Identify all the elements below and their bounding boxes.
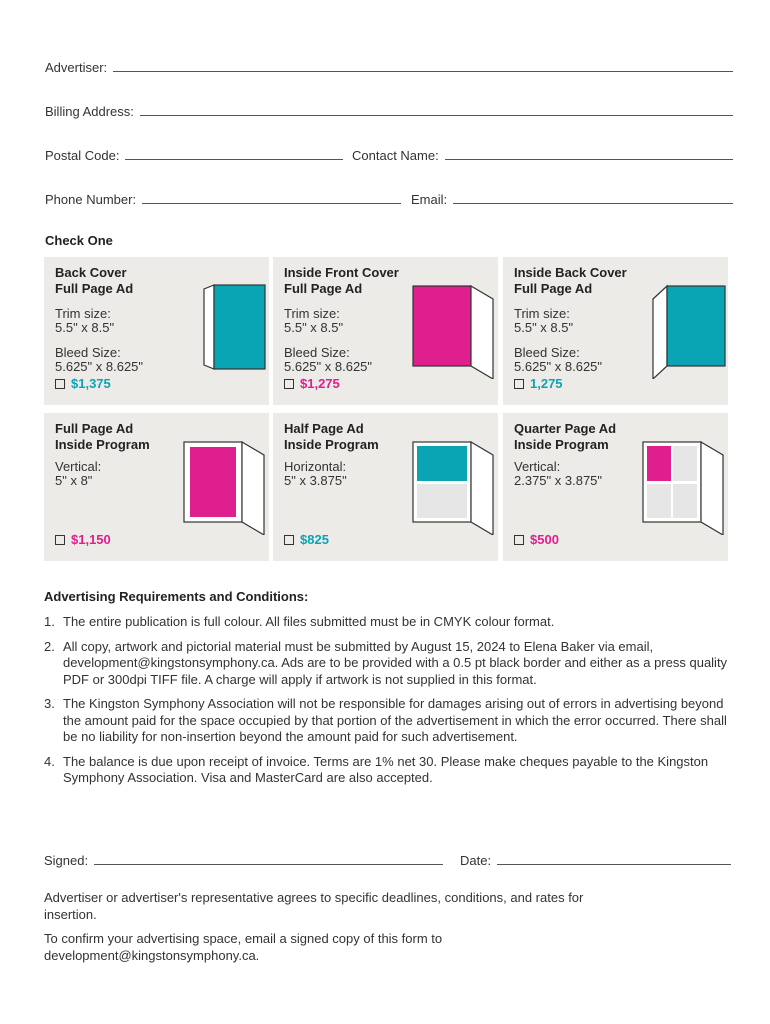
ad-price-row[interactable] (284, 376, 340, 391)
ad-price-row[interactable] (55, 376, 111, 391)
ad-size: Vertical: 5" x 8" (55, 459, 102, 488)
date-field[interactable] (460, 853, 731, 868)
requirement-number: 2. (44, 638, 55, 654)
advertiser-input-line[interactable] (113, 70, 733, 72)
requirement-text: The Kingston Symphony Association will not be responsible for damages arising out of errors in advertising beyond the amount paid for the space occupied by that portion of the advertisement in which the error occurred. There shall be no liability for non-insertion beyond the amount paid for such advertisement. (63, 696, 727, 744)
checkbox[interactable] (514, 535, 524, 545)
date-label: Date: (460, 853, 492, 868)
requirement-item (44, 696, 734, 746)
contact-name-input-line[interactable] (445, 158, 733, 160)
ad-price: $1,275 (300, 376, 340, 391)
ad-option-full-page-inside (44, 413, 269, 561)
confirmation-text: To confirm your advertising space, email a signed copy of this form to development@kingstonsymphony.ca. (44, 931, 443, 963)
ad-price-row[interactable] (55, 532, 111, 547)
ad-option-quarter-page-inside (503, 413, 728, 561)
ad-title: Full Page Ad Inside Program (55, 421, 150, 452)
requirement-item (44, 639, 734, 689)
billing-address-field[interactable] (45, 104, 733, 119)
ad-option-inside-back-cover (503, 257, 728, 405)
ad-title: Inside Front Cover Full Page Ad (284, 265, 399, 296)
checkbox[interactable] (284, 535, 294, 545)
ad-title: Back Cover Full Page Ad (55, 265, 134, 296)
advertiser-label: Advertiser: (45, 60, 108, 75)
requirement-number: 4. (44, 753, 55, 769)
contact-name-label: Contact Name: (352, 148, 439, 163)
postal-code-field[interactable] (45, 148, 343, 163)
ad-price: 1,275 (530, 376, 563, 391)
ad-size: Vertical: 2.375" x 3.875" (514, 459, 603, 488)
requirement-number: 3. (44, 696, 55, 711)
ad-bleed-size: Bleed Size: 5.625" x 8.625" (284, 345, 373, 374)
ad-bleed-size: Bleed Size: 5.625" x 8.625" (514, 345, 603, 374)
email-input-line[interactable] (453, 202, 733, 204)
checkbox[interactable] (55, 535, 65, 545)
half-page-illustration (411, 437, 496, 535)
checkbox[interactable] (55, 379, 65, 389)
billing-address-input-line[interactable] (140, 114, 733, 116)
quarter-page-illustration (641, 437, 726, 535)
inside-front-cover-illustration (411, 281, 496, 379)
email-field[interactable] (411, 192, 733, 207)
inside-back-cover-illustration (651, 281, 727, 379)
requirement-text: The entire publication is full colour. All files submitted must be in CMYK colour format. (63, 614, 555, 629)
checkbox[interactable] (284, 379, 294, 389)
signed-field[interactable] (44, 853, 443, 868)
ad-title: Inside Back Cover Full Page Ad (514, 265, 627, 296)
requirement-text: All copy, artwork and pictorial material must be submitted by August 15, 2024 to Elena Baker via email, development@kingstonsymphony.ca. Ads are to be provided with a 0.5 pt black border and either as a press quality PDF or 300dpi TIFF file. A charge will apply if artwork is not supplied in this format. (63, 638, 728, 687)
ad-option-half-page-inside (273, 413, 498, 561)
advertiser-field[interactable] (45, 60, 733, 75)
requirement-item (44, 754, 734, 787)
signed-input-line[interactable] (94, 863, 443, 865)
phone-number-input-line[interactable] (142, 202, 401, 204)
ad-option-inside-front-cover (273, 257, 498, 405)
check-one-heading: Check One (45, 233, 113, 248)
ad-trim-size: Trim size: 5.5" x 8.5" (55, 306, 115, 335)
ad-price: $825 (300, 532, 329, 547)
date-input-line[interactable] (497, 863, 731, 865)
phone-number-label: Phone Number: (45, 192, 137, 207)
agreement-text: Advertiser or advertiser's representative agrees to specific deadlines, conditions, and rates for insertion. (44, 890, 584, 922)
ad-trim-size: Trim size: 5.5" x 8.5" (514, 306, 574, 335)
ad-bleed-size: Bleed Size: 5.625" x 8.625" (55, 345, 144, 374)
requirement-number: 1. (44, 614, 55, 629)
ad-price: $1,375 (71, 376, 111, 391)
ad-trim-size: Trim size: 5.5" x 8.5" (284, 306, 344, 335)
signed-label: Signed: (44, 853, 89, 868)
ad-price: $1,150 (71, 532, 111, 547)
requirement-text: The balance is due upon receipt of invoice. Terms are 1% net 30. Please make cheques payable to the Kingston Symphony Association. Visa and MasterCard are also accepted. (63, 753, 709, 785)
full-page-illustration (182, 437, 267, 535)
back-cover-illustration (202, 281, 267, 373)
ad-price: $500 (530, 532, 559, 547)
email-label: Email: (411, 192, 448, 207)
ad-price-row[interactable] (514, 376, 563, 391)
checkbox[interactable] (514, 379, 524, 389)
ad-size: Horizontal: 5" x 3.875" (284, 459, 347, 488)
contact-name-field[interactable] (352, 148, 733, 163)
ad-price-row[interactable] (514, 532, 559, 547)
ad-title: Quarter Page Ad Inside Program (514, 421, 617, 452)
ad-title: Half Page Ad Inside Program (284, 421, 379, 452)
billing-address-label: Billing Address: (45, 104, 134, 119)
postal-code-input-line[interactable] (125, 158, 343, 160)
ad-price-row[interactable] (284, 532, 329, 547)
postal-code-label: Postal Code: (45, 148, 120, 163)
phone-number-field[interactable] (45, 192, 401, 207)
requirement-item (44, 614, 734, 631)
ad-option-back-cover (44, 257, 269, 405)
requirements-heading: Advertising Requirements and Conditions: (44, 589, 309, 604)
requirements-list (44, 614, 734, 795)
